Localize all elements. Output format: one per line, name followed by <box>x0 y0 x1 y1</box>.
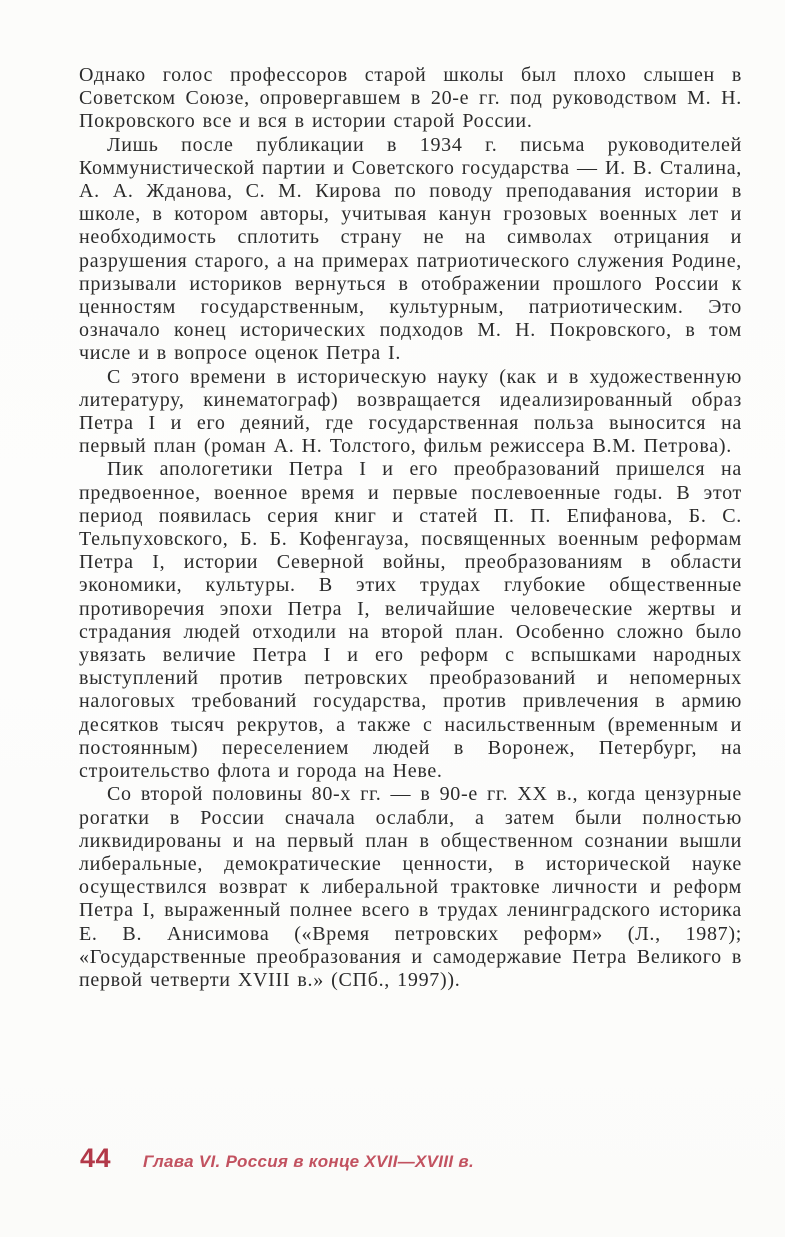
body-paragraph: Со второй половины 80-х гг. — в 90-е гг. XX в., когда цензурные рогатки в России сначала ослабли, а затем были полностью ликвидированы и на первый план в общественном сознании вышли либеральные, демократические ценности, в исторической науке осуществился возврат к либеральной трактовке личности и реформ Петра I, выраженный полнее всего в трудах ленинградского историка Е. В. Анисимова («Время петровских реформ» (Л., 1987); «Государственные преобразования и самодержавие Петра Великого в первой четверти XVIII в.» (СПб., 1997)). <box>79 783 742 991</box>
chapter-title: Глава VI. Россия в конце XVII—XVIII в. <box>143 1152 474 1171</box>
body-paragraph: Однако голос профессоров старой школы был плохо слышен в Советском Союзе, опровергавшем в 20-е гг. под руководством М. Н. Покровского все и вся в истории старой России. <box>79 64 742 133</box>
page-number: 44 <box>80 1143 112 1173</box>
body-paragraph: Пик апологетики Петра I и его преобразований пришелся на предвоенное, военное время и первые послевоенные годы. В этот период появилась серия книг и статей П. П. Епифанова, Б. С. Тельпуховского, Б. Б. Кофенгауза, посвященных военным реформам Петра I, истории Северной войны, преобразованиям в области экономики, культуры. В этих трудах глубокие общественные противоречия эпохи Петра I, величайшие человеческие жертвы и страдания людей отходили на второй план. Особенно сложно было увязать величие Петра I и его реформ с вспышками народных выступлений против петровских преобразований и непомерных налоговых требований государства, против привлечения в армию десятков тысяч рекрутов, а также с насильственным (временным и постоянным) переселением людей в Воронеж, Петербург, на строительство флота и города на Неве. <box>79 458 742 783</box>
body-paragraph: С этого времени в историческую науку (как и в художественную литературу, кинематограф) возвращается идеализированный образ Петра I и его деяний, где государственная польза выносится на первый план (роман А. Н. Толстого, фильм режиссера В.М. Петрова). <box>79 365 742 458</box>
page-footer <box>80 1143 474 1174</box>
body-paragraph: Лишь после публикации в 1934 г. письма руководителей Коммунистической партии и Советского государства — И. В. Сталина, А. А. Жданова, С. М. Кирова по поводу преподавания истории в школе, в котором авторы, учитывая канун грозовых военных лет и необходимость сплотить страну не на символах отрицания и разрушения старого, а на примерах патриотического служения Родине, призывали историков вернуться в отображении прошлого России к ценностям государственным, культурным, патриотическим. Это означало конец исторических подходов М. Н. Покровского, в том числе и в вопросе оценок Петра I. <box>79 133 742 365</box>
page-body-text <box>79 64 742 992</box>
